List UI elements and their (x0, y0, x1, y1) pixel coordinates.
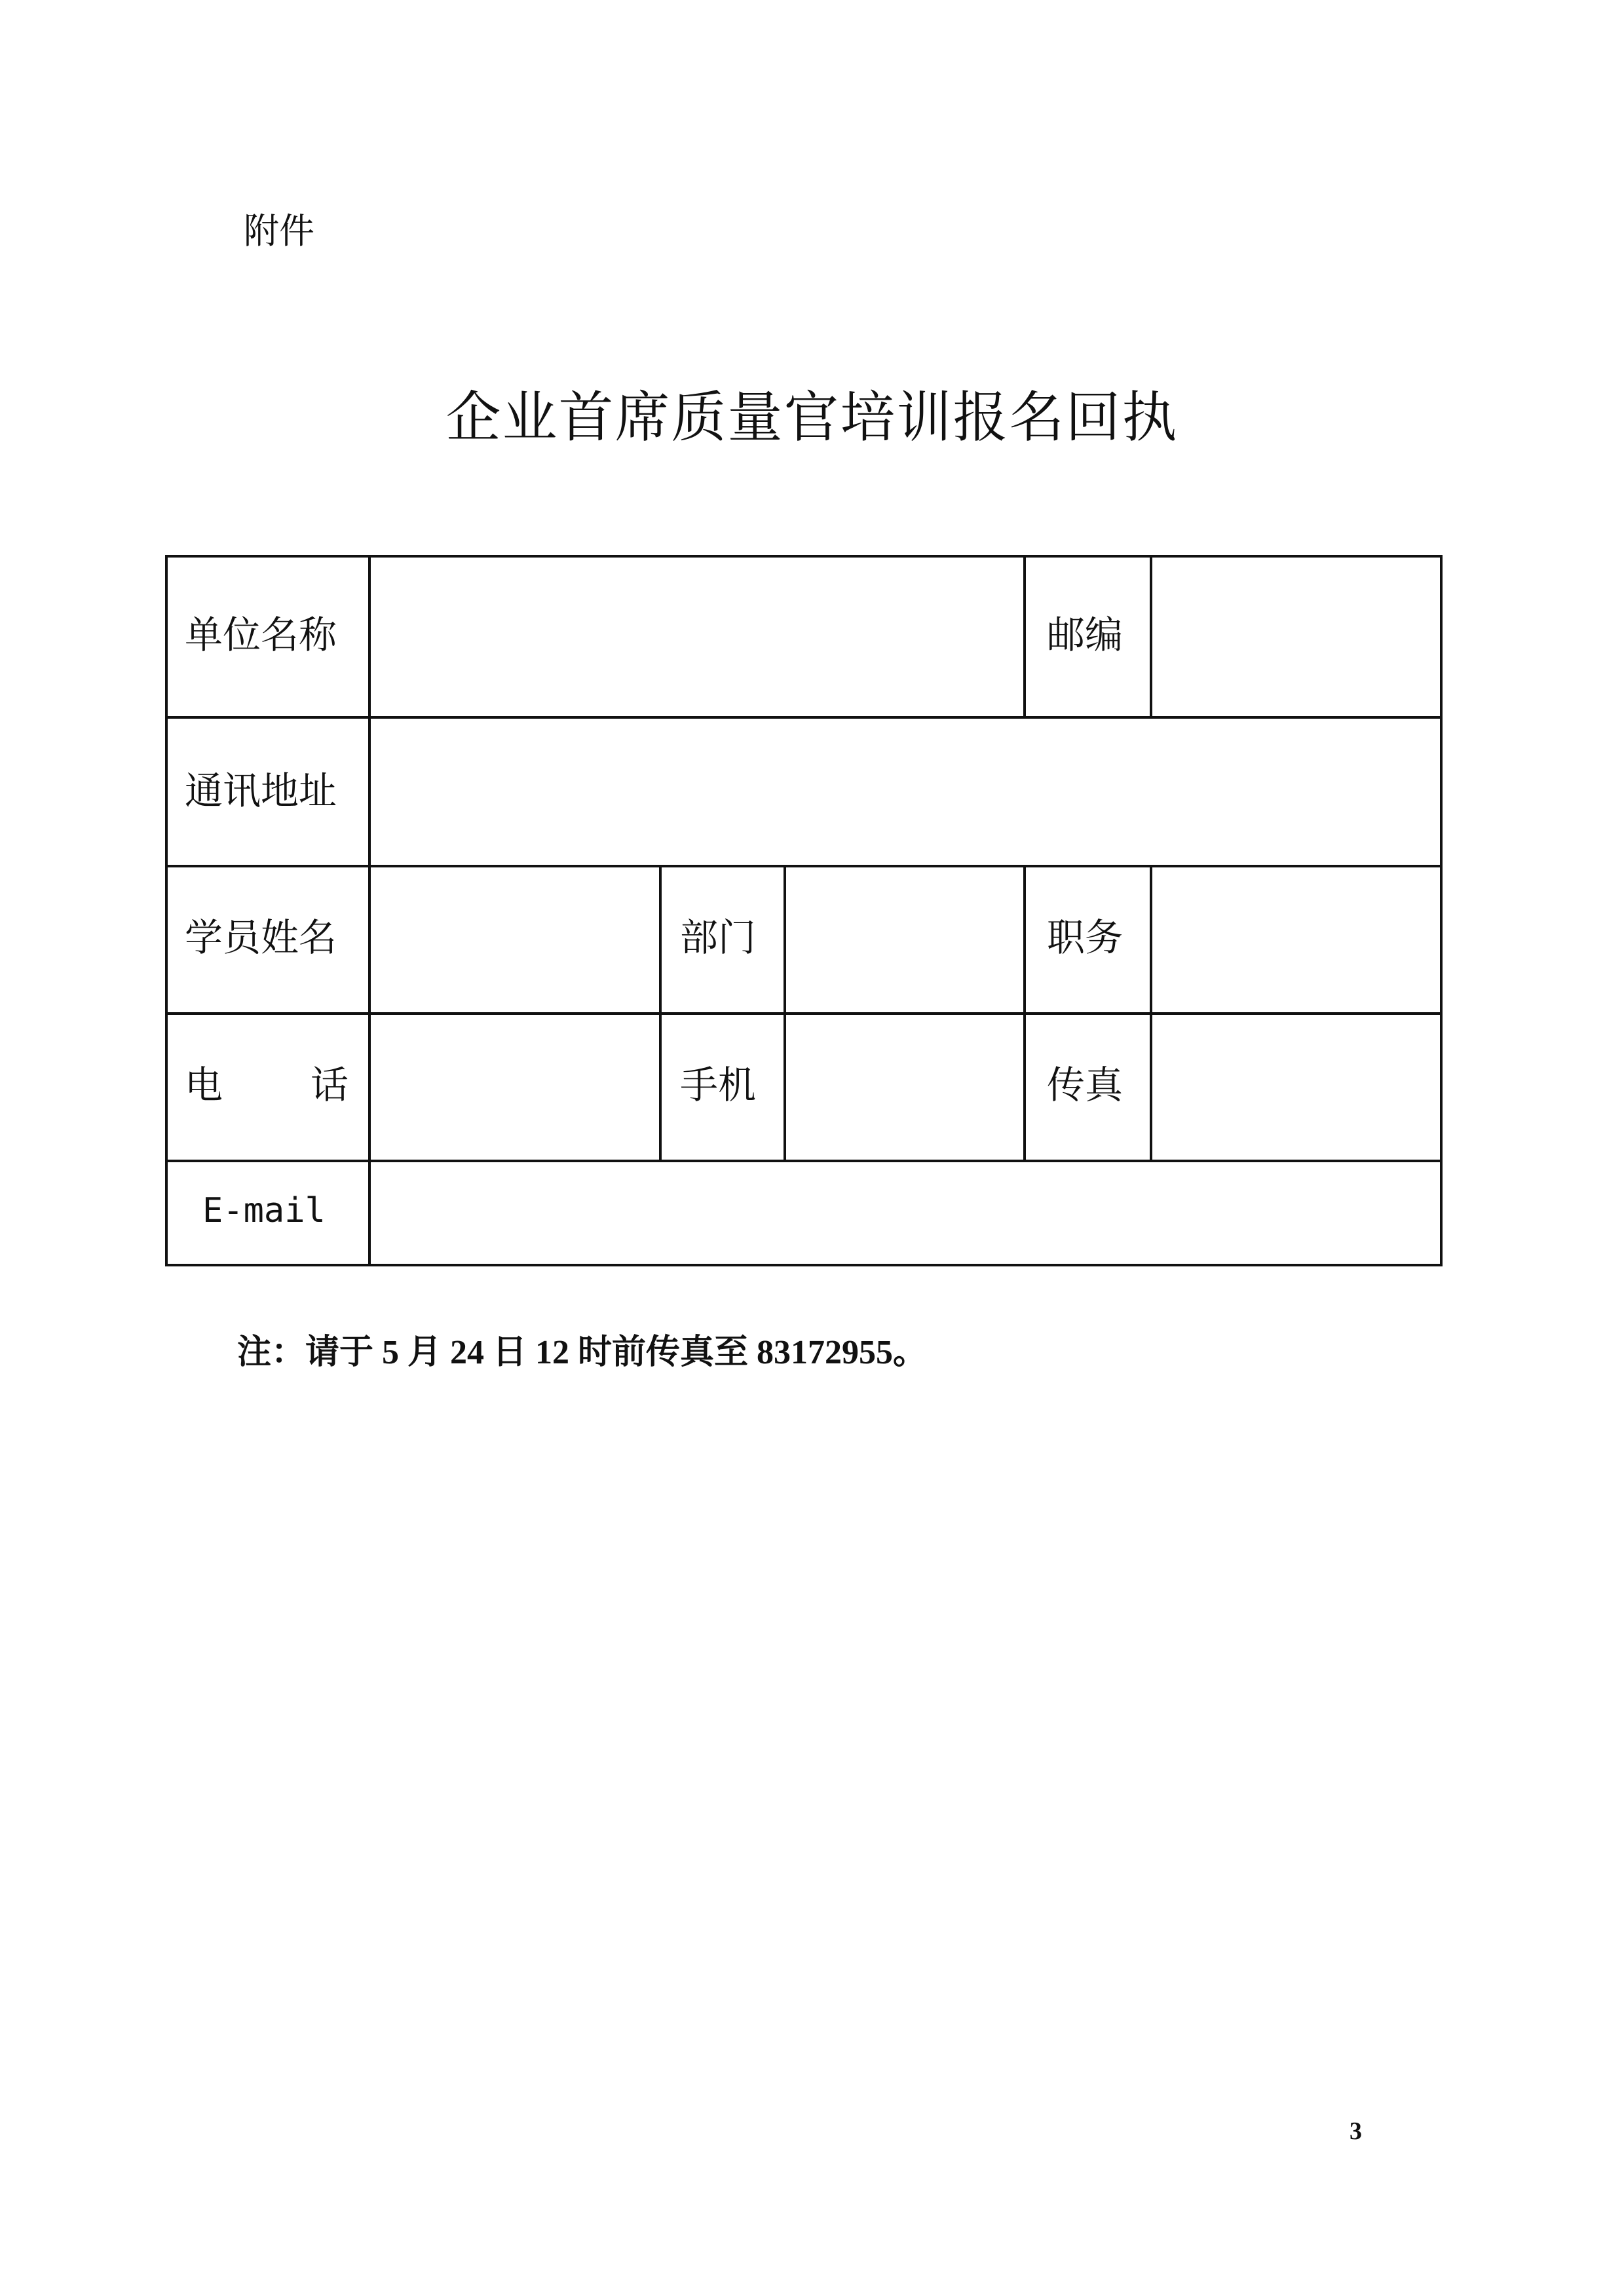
position-label: 职务 (1047, 915, 1124, 960)
position-label-left-divider (1023, 865, 1026, 1162)
table-bottom-line (165, 1264, 1443, 1266)
fax-field[interactable] (1152, 1015, 1440, 1160)
student-name-label: 学员姓名 (185, 915, 337, 960)
telephone-label-right: 话 (311, 1063, 349, 1107)
address-label: 通讯地址 (185, 768, 337, 813)
submission-note: 注：请于 5 月 24 日 12 时前传真至 83172955。 (237, 1334, 928, 1371)
department-label-left-divider (659, 865, 662, 1162)
department-field[interactable] (786, 867, 1023, 1012)
mobile-label: 手机 (680, 1063, 757, 1107)
department-label: 部门 (680, 915, 757, 960)
address-field[interactable] (371, 719, 1440, 865)
telephone-field[interactable] (371, 1015, 659, 1160)
position-field[interactable] (1152, 867, 1440, 1012)
document-title: 企业首席质量官培训报名回执 (445, 385, 1179, 449)
mobile-field[interactable] (786, 1015, 1023, 1160)
email-field[interactable] (371, 1162, 1440, 1264)
unit-name-label: 单位名称 (185, 613, 337, 657)
email-label: E-mail (202, 1191, 326, 1230)
student-name-field[interactable] (371, 867, 659, 1012)
attachment-label: 附件 (244, 210, 314, 252)
postcode-field[interactable] (1152, 558, 1440, 716)
unit-name-field[interactable] (371, 558, 1023, 716)
fax-label: 传真 (1047, 1063, 1124, 1107)
position-label-left-divider (1023, 555, 1026, 719)
table-right-line (1440, 555, 1443, 1266)
telephone-label-left: 电 (185, 1063, 223, 1107)
page-number: 3 (1350, 2117, 1362, 2145)
table-left-line (165, 555, 168, 1266)
postcode-label: 邮编 (1047, 613, 1124, 657)
